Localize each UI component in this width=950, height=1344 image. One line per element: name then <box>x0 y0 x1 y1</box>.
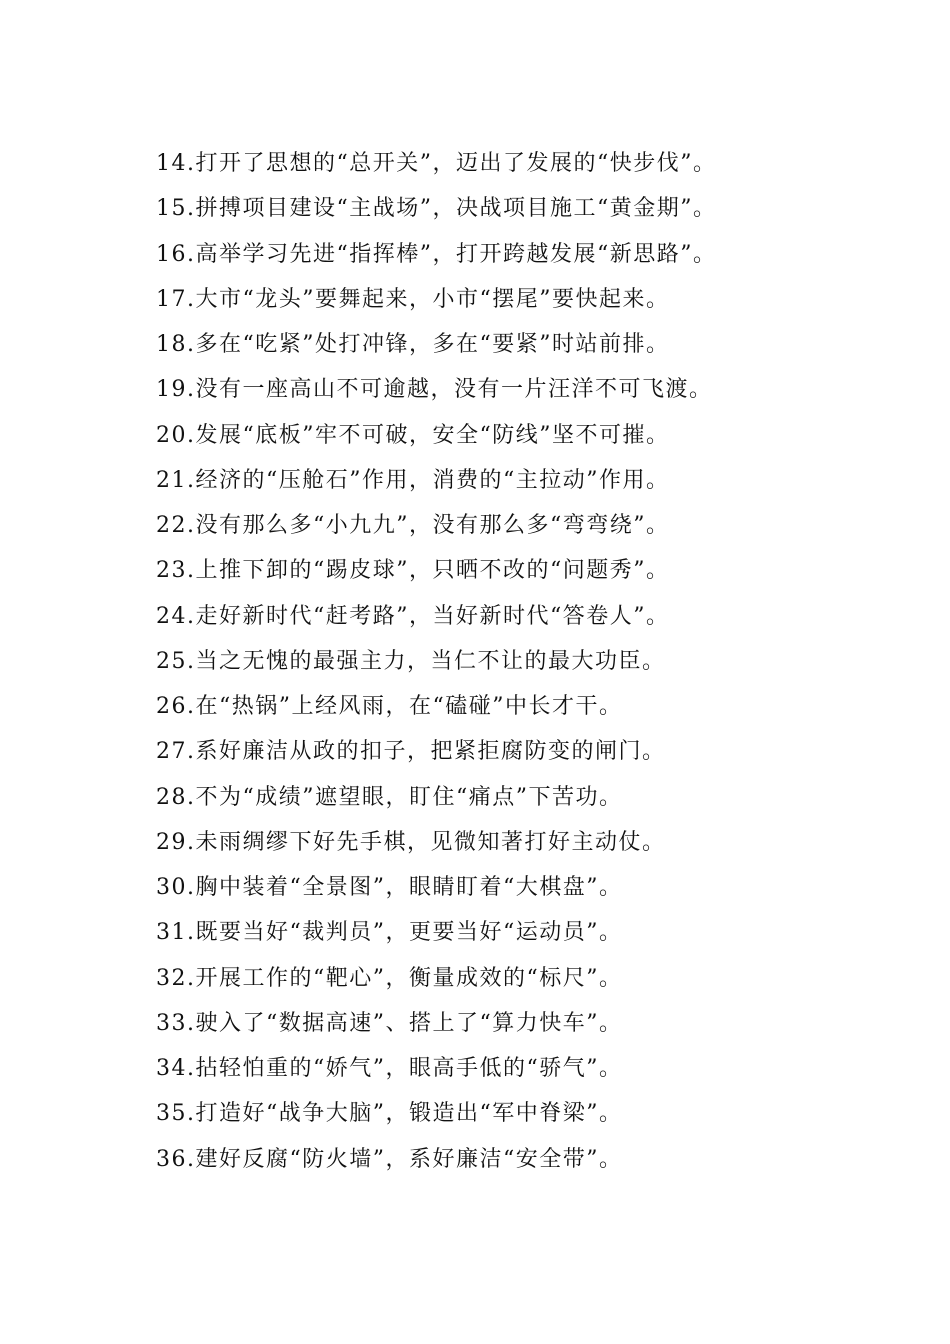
list-item: 18.多在“吃紧”处打冲锋，多在“要紧”时站前排。 <box>156 332 670 357</box>
list-item: 19.没有一座高山不可逾越，没有一片汪洋不可飞渡。 <box>156 377 713 403</box>
list-item: 31.既要当好“裁判员”，更要当好“运动员”。 <box>156 920 623 946</box>
list-item: 27.系好廉洁从政的扣子，把紧拒腐防变的闸门。 <box>156 739 666 765</box>
list-item: 22.没有那么多“小九九”，没有那么多“弯弯绕”。 <box>156 513 670 538</box>
list-item: 20.发展“底板”牢不可破，安全“防线”坚不可摧。 <box>156 422 670 448</box>
list-item: 33.驶入了“数据高速”、搭上了“算力快车”。 <box>156 1010 623 1036</box>
list-item: 32.开展工作的“靶心”，衡量成效的“标尺”。 <box>156 965 623 991</box>
list-item: 21.经济的“压舱石”作用，消费的“主拉动”作用。 <box>156 467 670 493</box>
list-item: 24.走好新时代“赶考路”，当好新时代“答卷人”。 <box>156 603 670 629</box>
list-item: 28.不为“成绩”遮望眼，盯住“痛点”下苦功。 <box>156 784 623 810</box>
list-item: 15.拼搏项目建设“主战场”，决战项目施工“黄金期”。 <box>156 196 717 222</box>
list-item: 34.拈轻怕重的“娇气”，眼高手低的“骄气”。 <box>156 1056 623 1081</box>
list-item: 23.上推下卸的“踢皮球”，只晒不改的“问题秀”。 <box>156 558 670 584</box>
list-item: 30.胸中装着“全景图”，眼睛盯着“大棋盘”。 <box>156 875 623 900</box>
numbered-phrase-list <box>156 141 916 1182</box>
list-item: 36.建好反腐“防火墙”，系好廉洁“安全带”。 <box>156 1146 623 1172</box>
list-item: 35.打造好“战争大脑”，锻造出“军中脊梁”。 <box>156 1101 623 1127</box>
list-item: 17.大市“龙头”要舞起来，小市“摆尾”要快起来。 <box>156 286 670 312</box>
list-item: 14.打开了思想的“总开关”，迈出了发展的“快步伐”。 <box>156 151 717 176</box>
list-item: 26.在“热锅”上经风雨，在“磕碰”中长才干。 <box>156 694 623 719</box>
list-item: 25.当之无愧的最强主力，当仁不让的最大功臣。 <box>156 648 666 674</box>
list-item: 29.未雨绸缪下好先手棋，见微知著打好主动仗。 <box>156 829 666 855</box>
list-item: 16.高举学习先进“指挥棒”，打开跨越发展“新思路”。 <box>156 241 717 267</box>
